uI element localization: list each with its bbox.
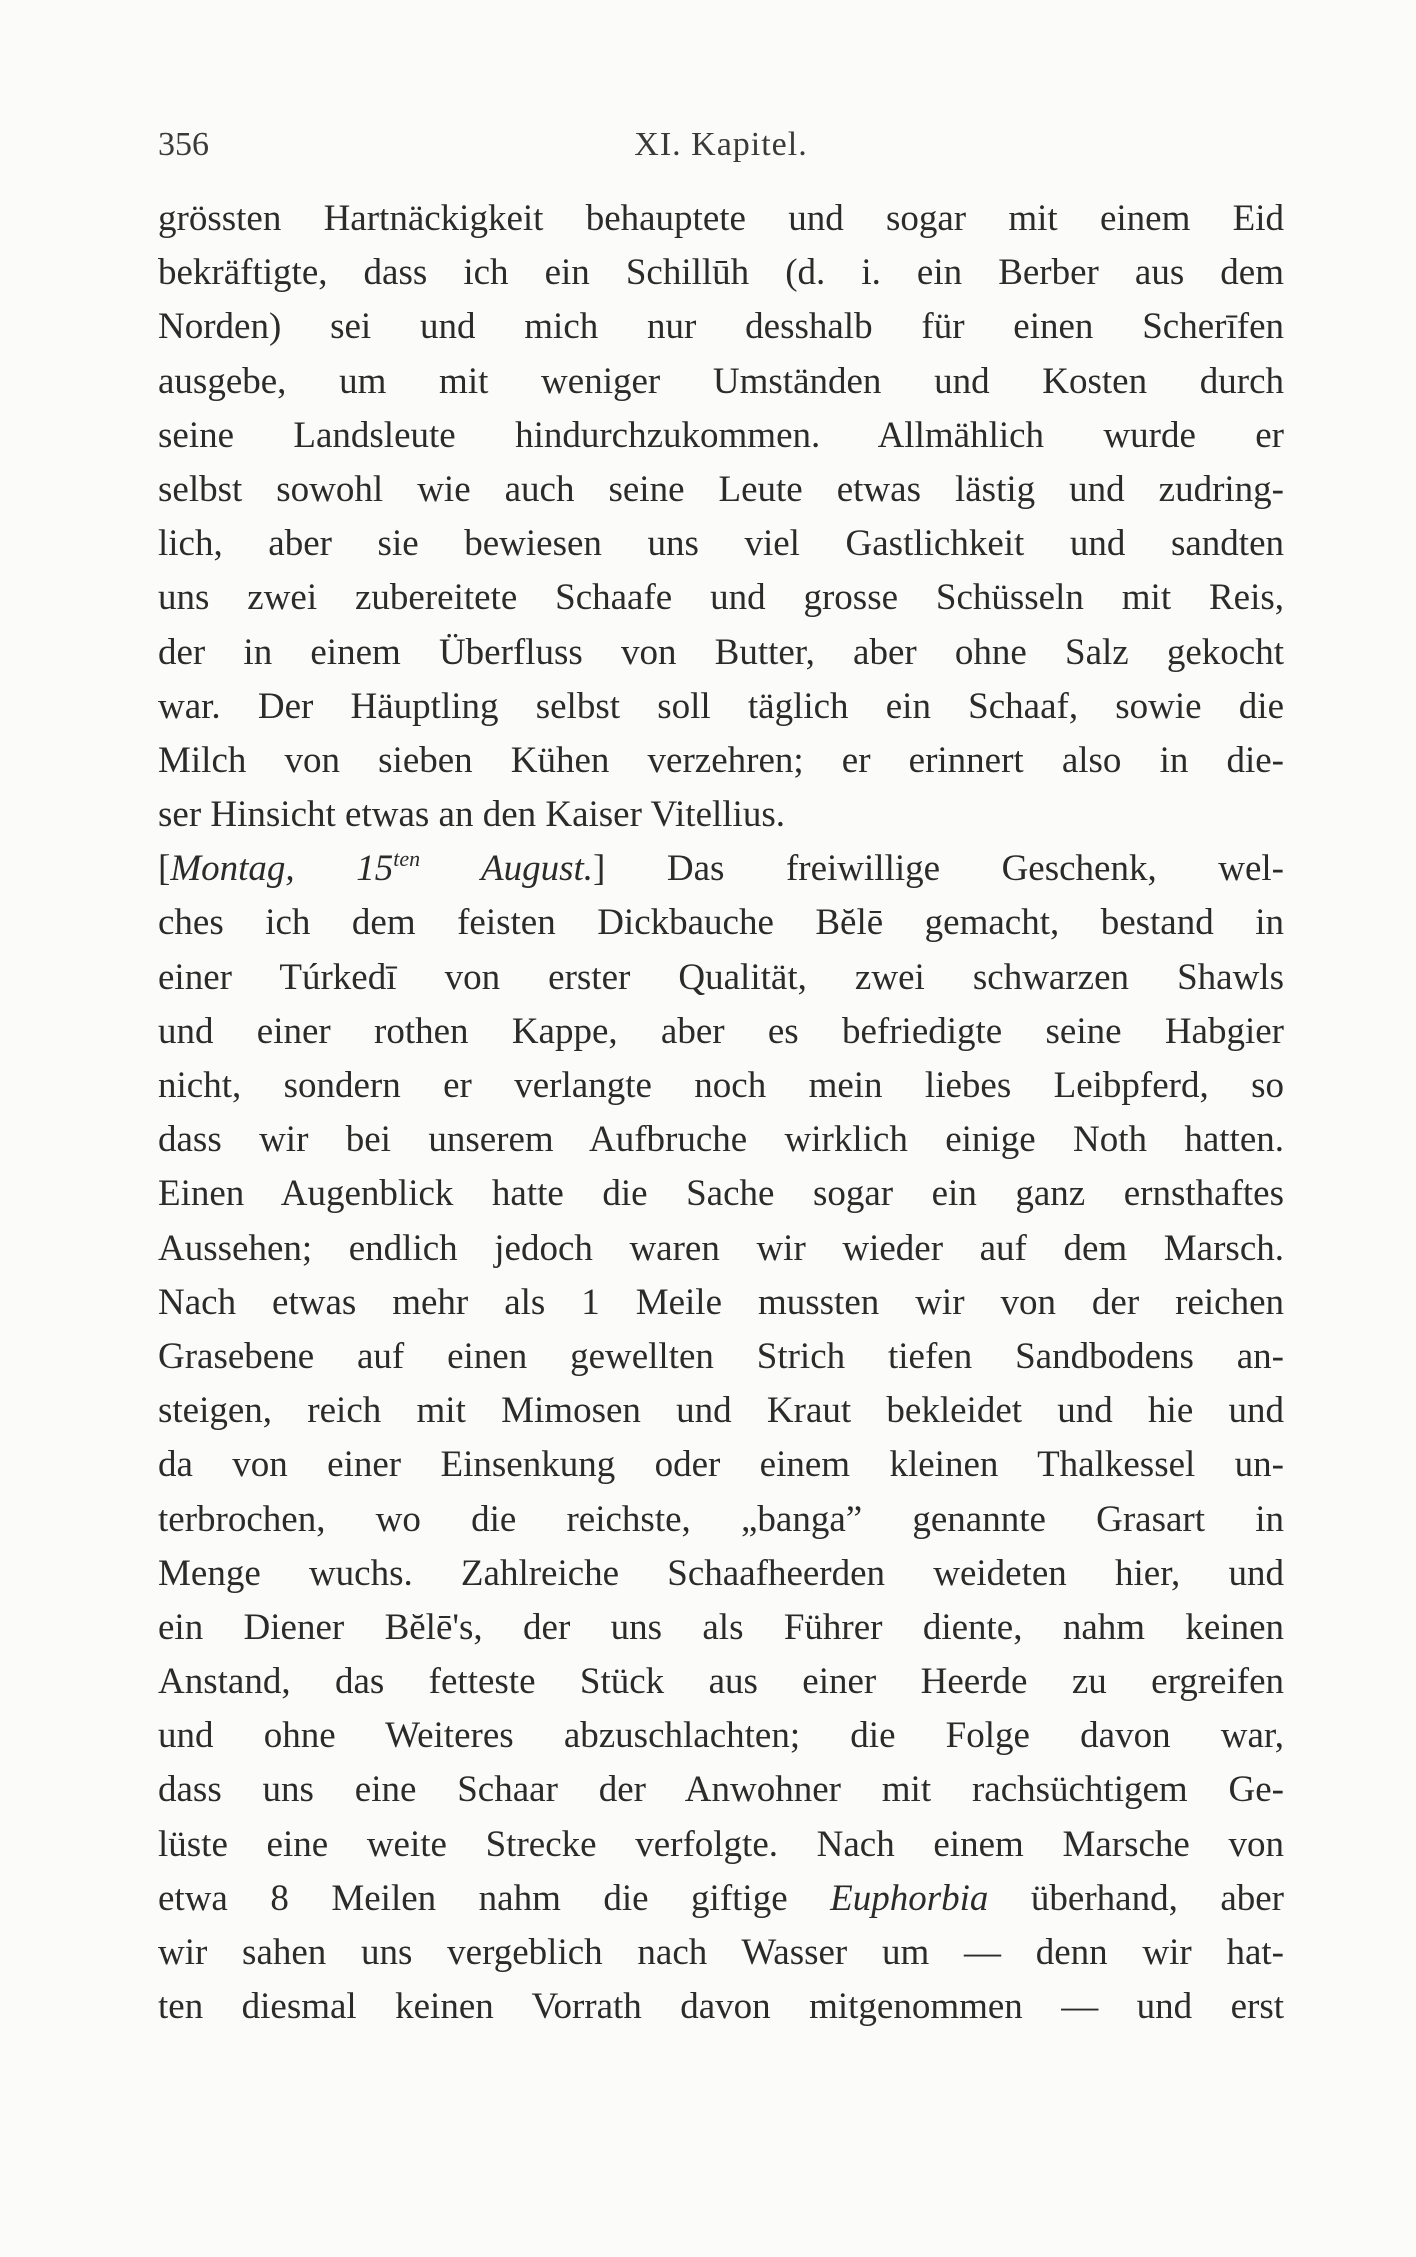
text-line: steigen, reich mit Mimosen und Kraut bekleidet und hie und [158, 1390, 1284, 1432]
page-number: 356 [158, 126, 209, 163]
text-line: selbst sowohl wie auch seine Leute etwas lästig und zudring- [158, 468, 1284, 510]
page-header [158, 126, 1284, 176]
text-line: ten diesmal keinen Vorrath davon mitgenommen — und erst [158, 1986, 1284, 2028]
text-line: und einer rothen Kappe, aber es befriedigte seine Habgier [158, 1010, 1284, 1052]
date-italic [170, 848, 593, 889]
text-line: dass wir bei unserem Aufbruche wirklich einige Noth hatten. [158, 1119, 1284, 1161]
text-line: Nach etwas mehr als 1 Meile mussten wir von der reichen [158, 1281, 1284, 1323]
text-line: Grasebene auf einen gewellten Strich tiefen Sandbodens an- [158, 1335, 1284, 1377]
text-line: der in einem Überfluss von Butter, aber ohne Salz gekocht [158, 631, 1284, 673]
text-line: einer Túrkedī von erster Qualität, zwei schwarzen Shawls [158, 956, 1284, 998]
text-body [158, 192, 1284, 2034]
text-line: war. Der Häuptling selbst soll täglich ein Schaaf, sowie die [158, 685, 1284, 727]
text-line: grössten Hartnäckigkeit behauptete und sogar mit einem Eid [158, 198, 1284, 239]
text-line: ausgebe, um mit weniger Umständen und Kosten durch [158, 360, 1284, 402]
text-line: seine Landsleute hindurchzukommen. Allmählich wurde er [158, 414, 1284, 456]
text-line: lüste eine weite Strecke verfolgte. Nach einem Marsche von [158, 1823, 1284, 1865]
species-italic: Euphorbia [830, 1877, 989, 1919]
text-line: und ohne Weiteres abzuschlachten; die Folge davon war, [158, 1715, 1284, 1757]
date-day: Montag, 15 [170, 848, 394, 890]
date-suffix: ten [393, 846, 421, 872]
text-line: bekräftigte, dass ich ein Schillūh (d. i. ein Berber aus dem [158, 252, 1284, 294]
text-run: überhand, aber [988, 1877, 1284, 1919]
text-line-euphorbia [158, 1872, 1284, 1926]
text-line: Norden) sei und mich nur desshalb für einen Scherīfen [158, 306, 1284, 348]
text-line: ser Hinsicht etwas an den Kaiser Vitellius. [158, 794, 785, 836]
text-line: da von einer Einsenkung oder einem kleinen Thalkessel un- [158, 1444, 1284, 1486]
date-month: August. [420, 848, 594, 890]
text-line: ein Diener Bĕlē's, der uns als Führer diente, nahm keinen [158, 1606, 1284, 1648]
text-line: Anstand, das fetteste Stück aus einer Heerde zu ergreifen [158, 1661, 1284, 1703]
text-line: lich, aber sie bewiesen uns viel Gastlichkeit und sandten [158, 523, 1284, 565]
text-line: Einen Augenblick hatte die Sache sogar ein ganz ernsthaftes [158, 1173, 1284, 1215]
text-line: Aussehen; endlich jedoch waren wir wieder auf dem Marsch. [158, 1227, 1284, 1269]
text-line: nicht, sondern er verlangte noch mein liebes Leibpferd, so [158, 1065, 1284, 1106]
text-line: uns zwei zubereitete Schaafe und grosse Schüsseln mit Reis, [158, 577, 1284, 619]
text-line: Milch von sieben Kühen verzehren; er erinnert also in die- [158, 739, 1284, 781]
text-line: wir sahen uns vergeblich nach Wasser um — denn wir hat- [158, 1932, 1284, 1973]
text-line: ches ich dem feisten Dickbauche Bĕlē gemacht, bestand in [158, 902, 1284, 944]
text-line: dass uns eine Schaar der Anwohner mit rachsüchtigem Ge- [158, 1769, 1284, 1811]
text-line: Menge wuchs. Zahlreiche Schaafheerden weideten hier, und [158, 1552, 1284, 1594]
text-line: terbrochen, wo die reichste, „banga” genannte Grasart in [158, 1498, 1284, 1540]
text-run: etwa 8 Meilen nahm die giftige [158, 1877, 831, 1919]
paragraph-start-line: [Montag, $15^{ten}$ August.] Das freiwillige Geschenk, wel- [158, 846, 1284, 890]
running-head: XI. Kapitel. [634, 126, 808, 163]
text-run: Das freiwillige Geschenk, wel- [666, 848, 1284, 890]
